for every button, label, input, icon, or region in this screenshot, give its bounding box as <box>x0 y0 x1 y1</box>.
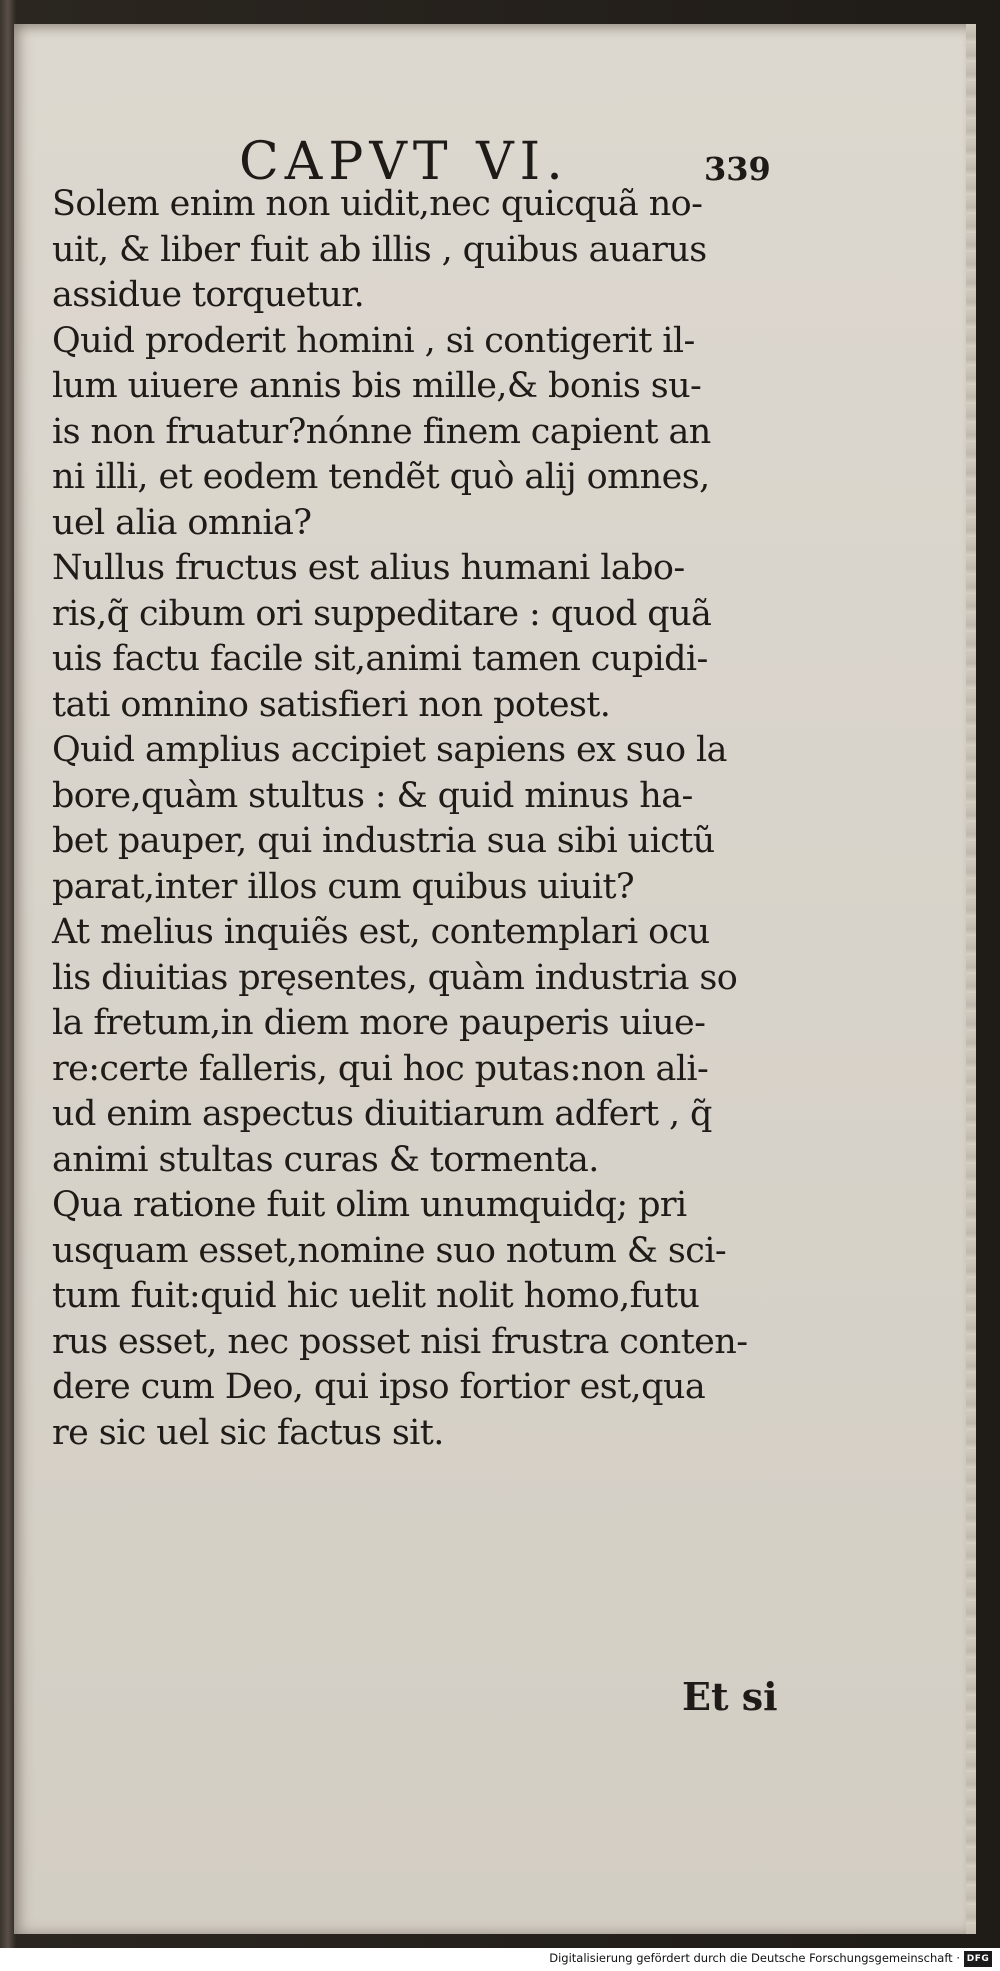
text-line: tum fuit:quid hic uelit nolit homo,futu <box>52 1276 700 1316</box>
page-edge <box>966 24 976 1934</box>
text-line: bore,quàm stultus : & quid minus ha- <box>52 775 693 816</box>
funding-credit: Digitalisierung gefördert durch die Deutsche Forschungsgemeinschaft · <box>549 1951 960 1965</box>
text-line: is non fruatur?nónne finem capient an <box>52 411 711 452</box>
text-line: Quid proderit homini , si contigerit il- <box>52 320 695 361</box>
text-line: Nullus fructus est alius humani labo- <box>52 548 685 588</box>
text-line: ni illi, et eodem tendẽt quò alij omnes, <box>52 457 710 497</box>
text-line: bet pauper, qui industria sua sibi uictũ <box>52 821 715 861</box>
text-line: animi stultas curas & tormenta. <box>52 1139 599 1180</box>
text-line: At melius inquiẽs est, contemplari ocu <box>52 912 710 952</box>
text-line: assidue torquetur. <box>52 275 365 315</box>
digitization-footer <box>0 1948 1000 1971</box>
text-line: uis factu facile sit,animi tamen cupidi- <box>52 639 708 679</box>
dfg-logo-icon: DFG <box>964 1951 992 1967</box>
text-line: ris,q̃ cibum ori suppeditare : quod quã <box>52 593 712 634</box>
text-line: rus esset, nec posset nisi frustra conten- <box>52 1321 748 1362</box>
page-number: 339 <box>704 150 771 188</box>
chapter-heading: CAPVT VI. <box>239 132 569 192</box>
catchword: Et si <box>682 1674 778 1719</box>
text-line: lis diuitias pręsentes, quàm industria so <box>52 957 738 998</box>
text-line: Solem enim non uidit,nec quicquã no- <box>52 184 703 224</box>
text-block <box>52 182 792 1456</box>
text-line: la fretum,in diem more pauperis uiue- <box>52 1003 706 1043</box>
book-page <box>14 24 974 1934</box>
text-line: tati omnino satisfieri non potest. <box>52 684 611 725</box>
text-line: Qua ratione fuit olim unumquidq; pri <box>52 1185 687 1225</box>
text-line: uel alia omnia? <box>52 502 312 543</box>
text-line: lum uiuere annis bis mille,& bonis su- <box>52 366 702 406</box>
text-line: Quid amplius accipiet sapiens ex suo la <box>52 730 727 770</box>
text-line: usquam esset,nomine suo notum & sci- <box>52 1230 727 1271</box>
text-line: ud enim aspectus diuitiarum adfert , q̃ <box>52 1094 712 1134</box>
text-line: parat,inter illos cum quibus uiuit? <box>52 866 635 907</box>
text-line: re sic uel sic factus sit. <box>52 1412 444 1453</box>
text-line: re:certe falleris, qui hoc putas:non ali- <box>52 1048 709 1089</box>
text-line: dere cum Deo, qui ipso fortior est,qua <box>52 1367 706 1407</box>
text-line: uit, & liber fuit ab illis , quibus auarus <box>52 229 707 270</box>
